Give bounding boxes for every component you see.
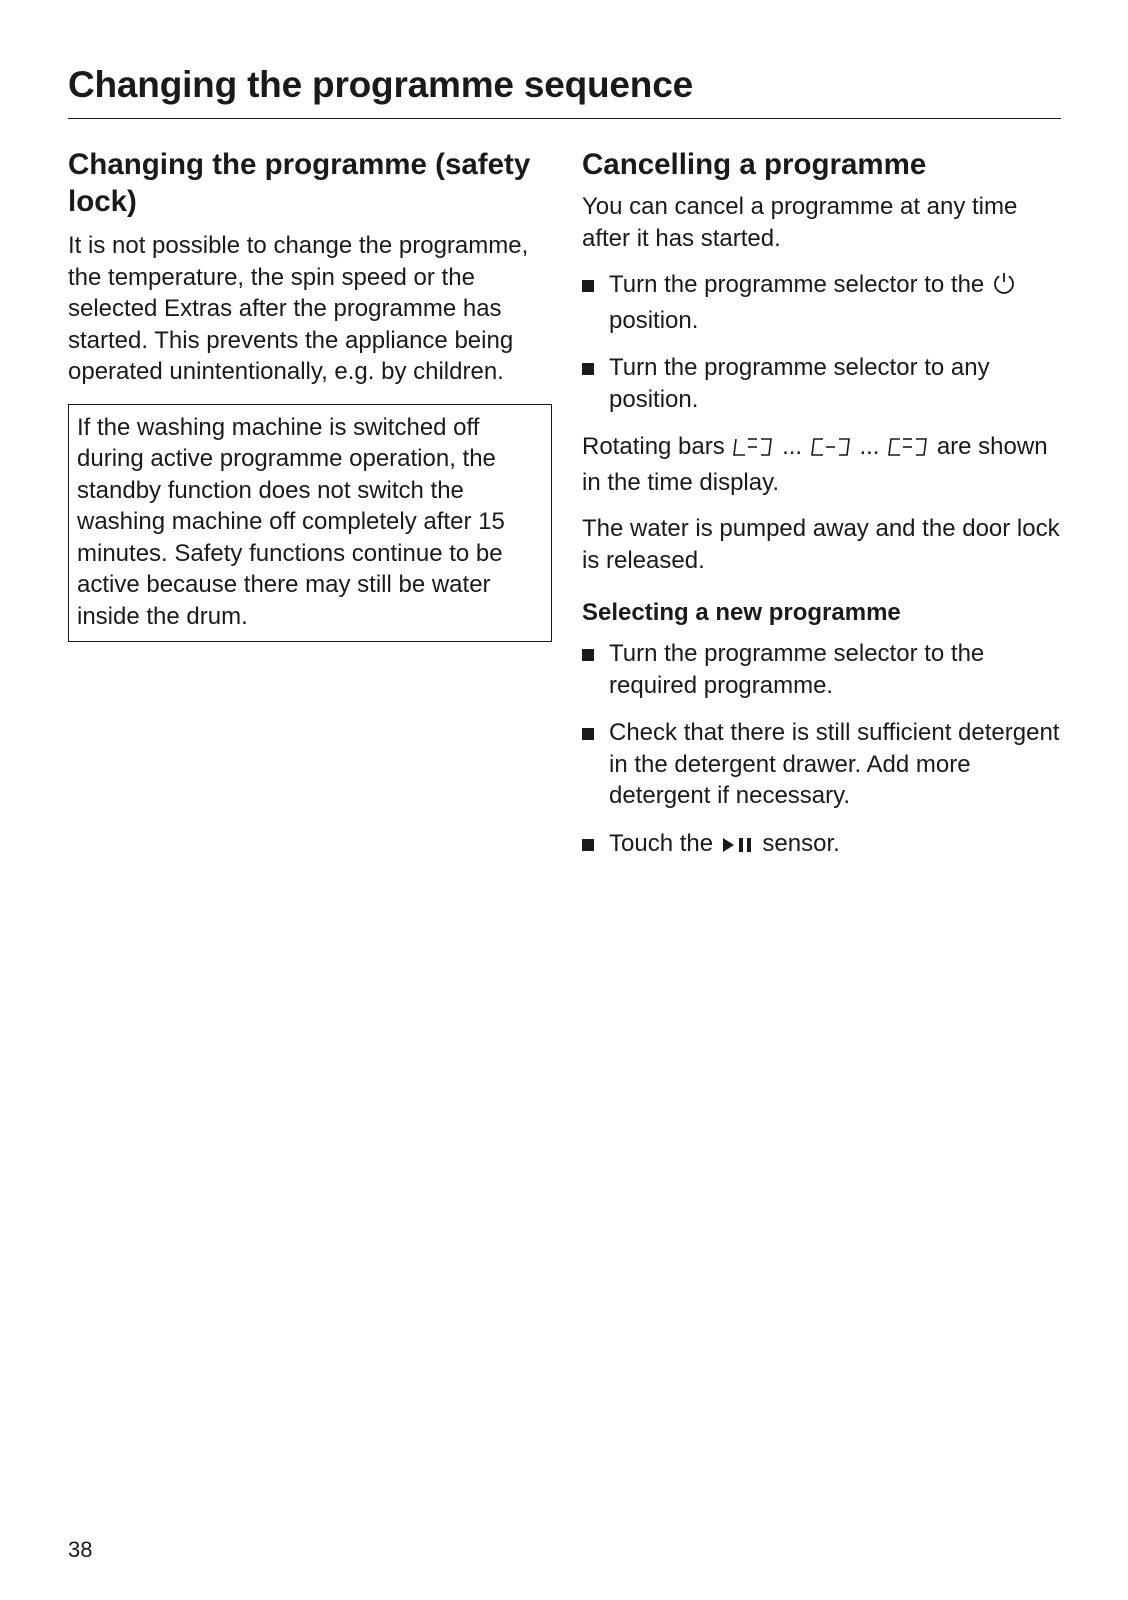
cancel-intro: You can cancel a programme at any time after it has started. [582,193,1018,252]
new-programme-step-2-text: Check that there is still sufficient detergent in the detergent drawer. Add more detergent if necessary. [609,719,1060,809]
power-icon [991,270,1017,305]
new-programme-steps [582,638,1062,863]
rotating-bars-text [582,431,1062,498]
safety-lock-heading: Changing the programme (safety lock) [68,148,531,218]
page-number: 38 [68,1537,93,1562]
cancel-step-1-suffix: position. [609,306,699,334]
title-divider [68,118,1061,119]
play-pause-icon [720,832,756,864]
rotating-sep-2: ... [859,433,880,460]
cancel-steps [582,269,1062,415]
cancel-step-1 [582,269,1062,336]
new-programme-step-1 [582,638,1062,701]
new-programme-step-1-text: Turn the programme selector to the required programme. [609,640,985,699]
new-programme-step-2 [582,717,1062,812]
page-title: Changing the programme sequence [68,64,693,105]
bullet-square [582,728,594,740]
cancel-step-2 [582,352,1062,415]
new-programme-step-3-prefix: Touch the [609,829,714,857]
rotating-bars-icon-3 [886,435,930,467]
bullet-square [582,280,594,292]
new-programme-subheading: Selecting a new programme [582,599,901,626]
rotating-suffix: are shown in the time display. [582,433,1048,496]
bullet-square [582,363,594,375]
rotating-sep-1: ... [782,433,803,460]
safety-lock-body: It is not possible to change the programme, the temperature, the spin speed or the selected Extras after the programme has started. This prevents the appliance being operated unintentionally, e.g. by children. [68,232,529,385]
cancel-step-1-prefix: Turn the programme selector to the [609,271,985,298]
right-column [582,146,1062,879]
new-programme-step-3-suffix: sensor. [762,829,840,857]
rotating-bars-icon-2 [809,435,853,467]
standby-note-box: If the washing machine is switched off during active programme operation, the standby function does not switch the washing machine off completely after 15 minutes. Safety functions continue to be active because there may still be water inside the drum. [68,404,552,643]
rotating-bars-icon-1 [731,435,775,467]
cancel-heading: Cancelling a programme [582,148,927,181]
rotating-prefix: Rotating bars [582,433,725,460]
bullet-square [582,839,594,851]
bullet-square [582,649,594,661]
pumped-away-text: The water is pumped away and the door lock is released. [582,515,1060,574]
cancel-step-2-text: Turn the programme selector to any position. [609,354,990,413]
left-column [68,146,556,642]
new-programme-step-3 [582,828,1062,864]
